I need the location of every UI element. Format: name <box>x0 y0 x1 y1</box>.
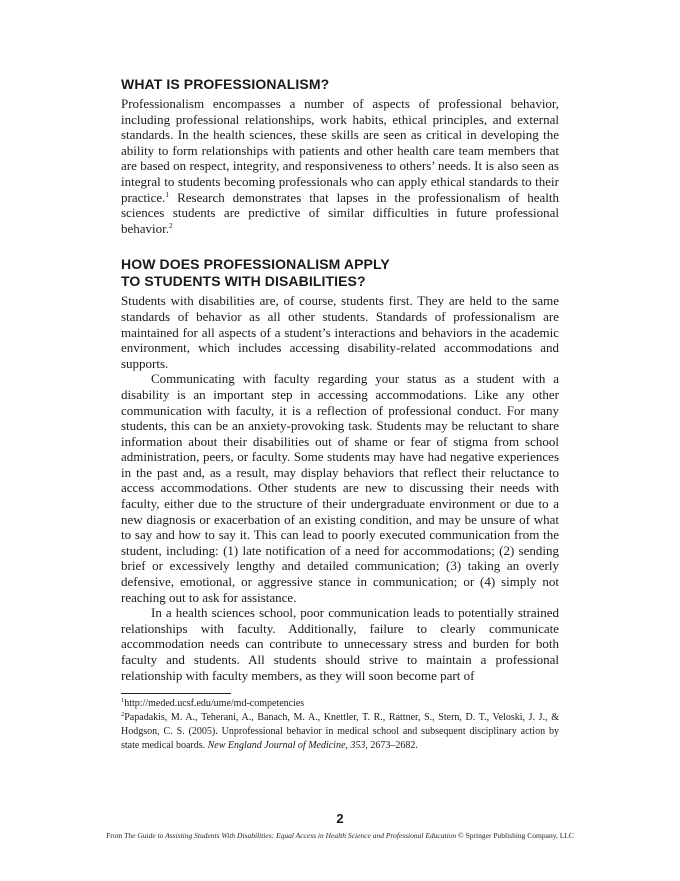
footnote-mark: 1 <box>121 697 125 705</box>
credit-prefix: From <box>106 831 125 840</box>
section-heading-professionalism <box>121 76 559 93</box>
paragraph-professionalism-definition <box>121 96 559 236</box>
footnote-divider <box>121 693 231 694</box>
footnote-ref-2[interactable]: 2 <box>169 220 173 230</box>
book-title: The Guide to Assisting Students With Disabilities: Equal Access in Health Science and Professional Education <box>124 831 457 840</box>
footnotes <box>121 697 559 753</box>
heading-line: HOW DOES PROFESSIONALISM APPLY <box>121 256 390 273</box>
paragraph-students-first: Students with disabilities are, of course, students first. They are held to the same standards of behavior as all other students. Standards of professionalism are maintained for all aspects of a student’s interactions and behaviors in the academic environment, which includes accessing disability-related accommodations and supports. <box>121 293 559 371</box>
page-content <box>121 76 559 753</box>
paragraph-text: Research demonstrates that lapses in the professionalism of health sciences students are predictive of similar difficulties in future professional behavior. <box>121 189 559 236</box>
paragraph-communicating-with-faculty: Communicating with faculty regarding your status as a student with a disability is an important step in accessing accommodations. Like any other communication with faculty, it is a reflection of professional conduct. For many students, this can be an anxiety-provoking task. Students may be reluctant to share information about their disabilities out of shame or fear of stigma from school administration, peers, or faculty. Some students may have had negative experiences in the past and, as a result, may display behaviors that reflect their reluctance to access accommodations. Other students are new to discussing their needs with faculty, either due to the structure of their undergraduate environment or due to a new diagnosis or exacerbation of an existing condition, and may be unsure of what to say and how to say it. This can lead to poorly executed communication from the student, including: (1) late notification of a need for accommodations; (2) sending brief or excessively lengthy and detailed communication; (3) taking an overly defensive, emotional, or aggressive stance in communication; or (4) simply not reaching out to ask for assistance. <box>121 371 559 605</box>
page-number: 2 <box>336 811 344 826</box>
footnote-ref-1[interactable]: 1 <box>165 189 170 199</box>
footnote-2 <box>121 711 559 753</box>
footnote-text: Papadakis, M. A., Teherani, A., Banach, M. A., Knettler, T. R., Rattner, S., Stern, D. T., Veloski, J. J., & Hodgson, C. S. (2005). Unprofessional behavior in medical school and subsequent disciplinary action by state medical boards. <box>121 712 559 752</box>
heading-line: TO STUDENTS WITH DISABILITIES? <box>121 273 366 290</box>
section-heading-students-with-disabilities <box>121 256 559 290</box>
footnote-pages: , 2673–2682. <box>365 740 418 752</box>
paragraph-poor-communication: In a health sciences school, poor communication leads to potentially strained relationships with faculty. Additionally, failure to clearly communicate accommodation needs can contribute to unnecessary stress and burden for both faculty and students. All students should strive to maintain a professional relationship with faculty members, as they will soon become part of <box>121 605 559 683</box>
heading-line: WHAT IS PROFESSIONALISM? <box>121 76 330 92</box>
footnote-1 <box>121 697 559 711</box>
publisher-credit <box>0 831 680 840</box>
footnote-mark: 2 <box>121 711 125 719</box>
paragraph-text: Professionalism encompasses a number of aspects of professional behavior, including professional relationships, work habits, ethical principles, and external standards. In the health sciences, these skills are seen as critical in developing the ability to form relationships with patients and other health care team members that are based on respect, integrity, and responsiveness to others’ needs. It is also seen as integral to students becoming professionals who can apply ethical standards to their practice. <box>121 96 559 205</box>
journal-title: New England Journal of Medicine, 353 <box>207 740 366 752</box>
credit-suffix: © Springer Publishing Company, LLC <box>456 831 574 840</box>
footnote-url[interactable]: http://meded.ucsf.edu/ume/md-competencies <box>124 698 305 710</box>
